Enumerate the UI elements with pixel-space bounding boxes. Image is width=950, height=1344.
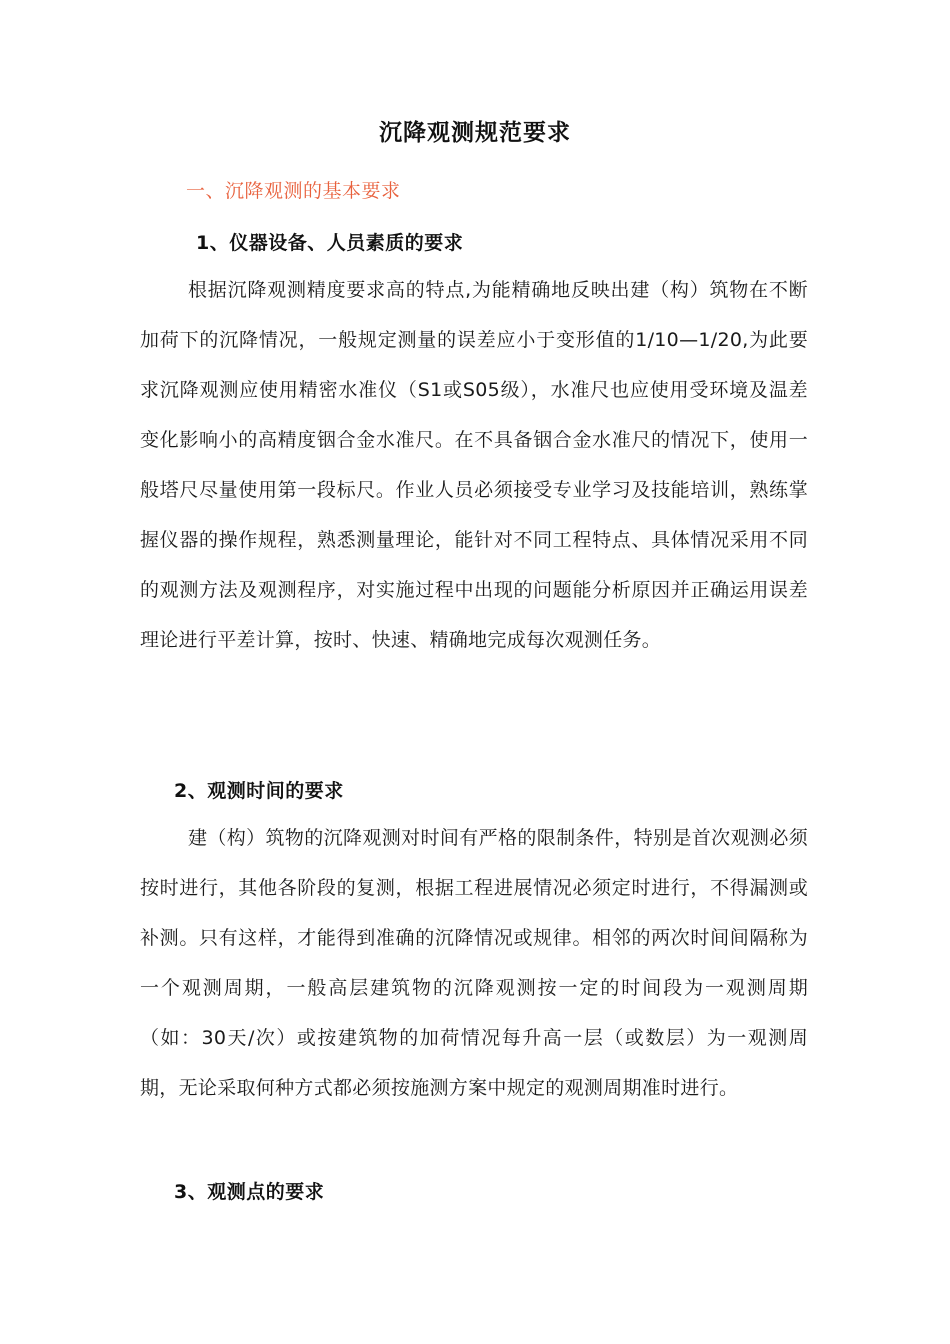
paragraph-instruments-personnel: 根据沉降观测精度要求高的特点,为能精确地反映出建（构）筑物在不断加荷下的沉降情况，一般规定测量的误差应小于变形值的1/10—1/20,为此要求沉降观测应使用精密水准仪（S1或S05级），水准尺也应使用受环境及温差变化影响小的高精度铟合金水准尺。在不具备铟合金水准尺的情况下，使用一般塔尺尽量使用第一段标尺。作业人员必须接受专业学习及技能培训，熟练掌握仪器的操作规程，熟悉测量理论，能针对不同工程特点、具体情况采用不同的观测方法及观测程序，对实施过程中出现的问题能分析原因并正确运用误差理论进行平差计算，按时、快速、精确地完成每次观测任务。 xyxy=(140,279,808,651)
paragraph-observation-time: 建（构）筑物的沉降观测对时间有严格的限制条件，特别是首次观测必须按时进行，其他各阶段的复测，根据工程进展情况必须定时进行，不得漏测或补测。只有这样，才能得到准确的沉降情况或规律。相邻的两次时间间隔称为一个观测周期，一般高层建筑物的沉降观测按一定的时间段为一观测周期（如：30天/次）或按建筑物的加荷情况每升高一层（或数层）为一观测周期，无论采取何种方式都必须按施测方案中规定的观测周期准时进行。 xyxy=(140,827,808,1099)
subheading-observation-time: 2、观测时间的要求 xyxy=(174,780,344,802)
subheading-instruments-personnel: 1、仪器设备、人员素质的要求 xyxy=(196,232,464,254)
document-title: 沉降观测规范要求 xyxy=(379,120,571,146)
section-heading: 一、沉降观测的基本要求 xyxy=(186,180,401,202)
subheading-observation-points: 3、观测点的要求 xyxy=(174,1181,325,1203)
